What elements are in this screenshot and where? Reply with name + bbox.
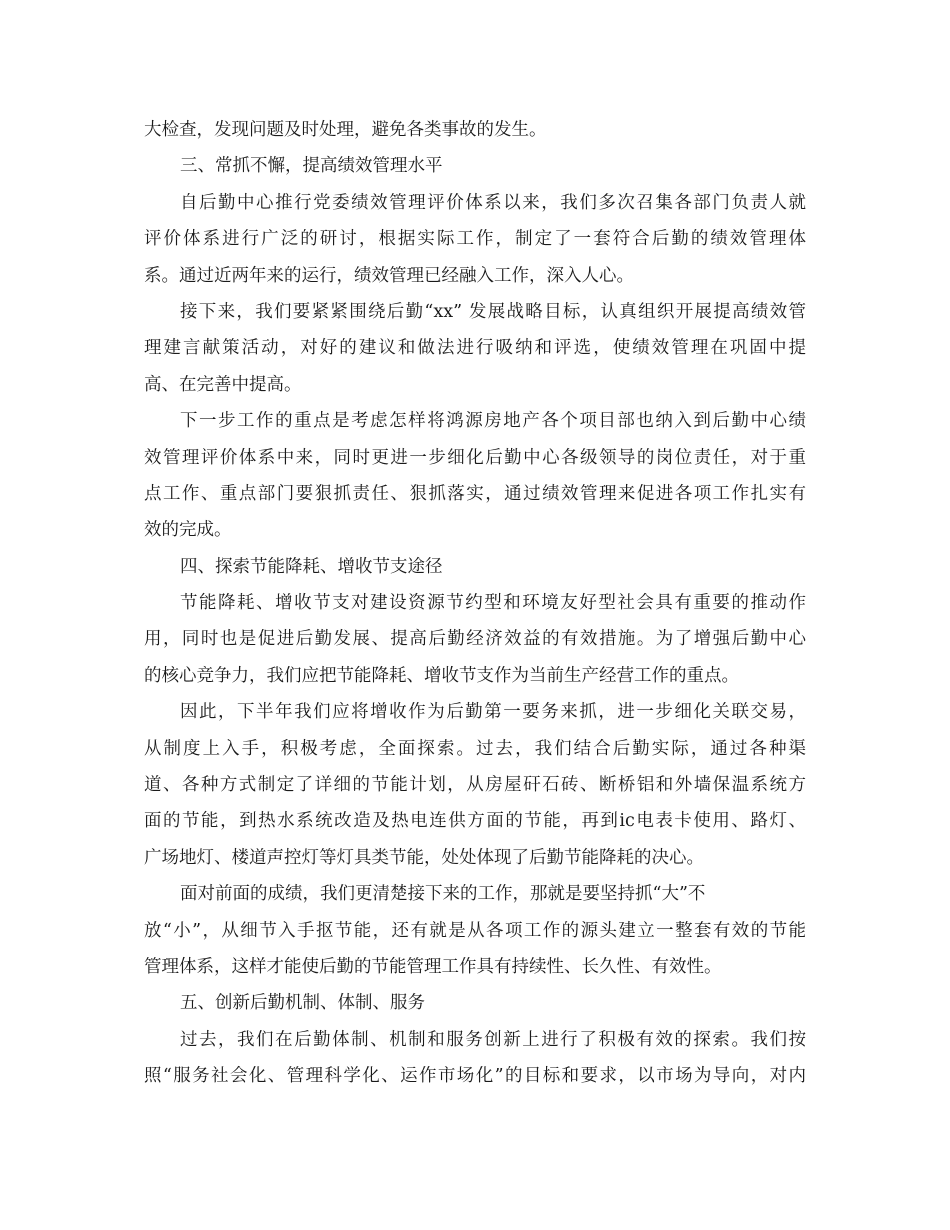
text-line: 面的节能，到热水系统改造及热电连供方面的节能，再到ic电表卡使用、路灯、 [144,811,806,832]
text-line: 广场地灯、楼道声控灯等灯具类节能，处处体现了后勤节能降耗的决心。 [144,847,704,868]
document-body [144,112,806,1095]
text-line: 三、常抓不懈，提高绩效管理水平 [180,156,443,177]
text-line: 面对前面的成绩，我们更清楚接下来的工作，那就是要坚持抓“大”不 [180,884,706,905]
text-line: 四、探索节能降耗、增收节支途径 [180,556,443,577]
text-line: 效的完成。 [144,520,232,541]
text-line: 的核心竞争力，我们应把节能降耗、增收节支作为当前生产经营工作的重点。 [144,665,739,686]
text-line: 大检查，发现问题及时处理，避免各类事故的发生。 [144,120,547,140]
text-line: 效管理评价体系中来，同时更进一步细化后勤中心各级领导的岗位责任，对于重 [144,447,806,468]
text-line: 过去，我们在后勤体制、机制和服务创新上进行了积极有效的探索。我们按 [180,1029,806,1050]
text-line: 放“小”，从细节入手抠节能，还有就是从各项工作的源头建立一整套有效的节能 [144,920,806,941]
text-line: 五、创新后勤机制、体制、服务 [180,993,425,1014]
text-line: 因此，下半年我们应将增收作为后勤第一要务来抓，进一步细化关联交易， [180,702,806,723]
text-line: 高、在完善中提高。 [144,374,302,395]
text-line: 道、各种方式制定了详细的节能计划，从房屋矸石砖、断桥铝和外墙保温系统方 [144,775,806,796]
text-line: 节能降耗、增收节支对建设资源节约型和环境友好型社会具有重要的推动作 [180,593,806,614]
text-line: 从制度上入手，积极考虑，全面探索。过去，我们结合后勤实际，通过各种渠 [144,738,806,759]
text-line: 接下来，我们要紧紧围绕后勤“xx” 发展战略目标，认真组织开展提高绩效管 [180,301,806,322]
text-line: 照“服务社会化、管理科学化、运作市场化”的目标和要求，以市场为导向，对内 [144,1066,806,1087]
text-line: 评价体系进行广泛的研讨，根据实际工作，制定了一套符合后勤的绩效管理体 [144,229,806,250]
text-line: 下一步工作的重点是考虑怎样将鸿源房地产各个项目部也纳入到后勤中心绩 [180,411,806,432]
text-line: 用，同时也是促进后勤发展、提高后勤经济效益的有效措施。为了增强后勤中心 [144,629,806,650]
text-line: 系。通过近两年来的运行，绩效管理已经融入工作，深入人心。 [144,265,634,286]
text-line: 自后勤中心推行党委绩效管理评价体系以来，我们多次召集各部门负责人就 [180,192,806,213]
text-line: 理建言献策活动，对好的建议和做法进行吸纳和评选，使绩效管理在巩固中提 [144,338,806,359]
text-line: 管理体系，这样才能使后勤的节能管理工作具有持续性、长久性、有效性。 [144,956,722,977]
text-line: 点工作、重点部门要狠抓责任、狠抓落实，通过绩效管理来促进各项工作扎实有 [144,483,806,504]
